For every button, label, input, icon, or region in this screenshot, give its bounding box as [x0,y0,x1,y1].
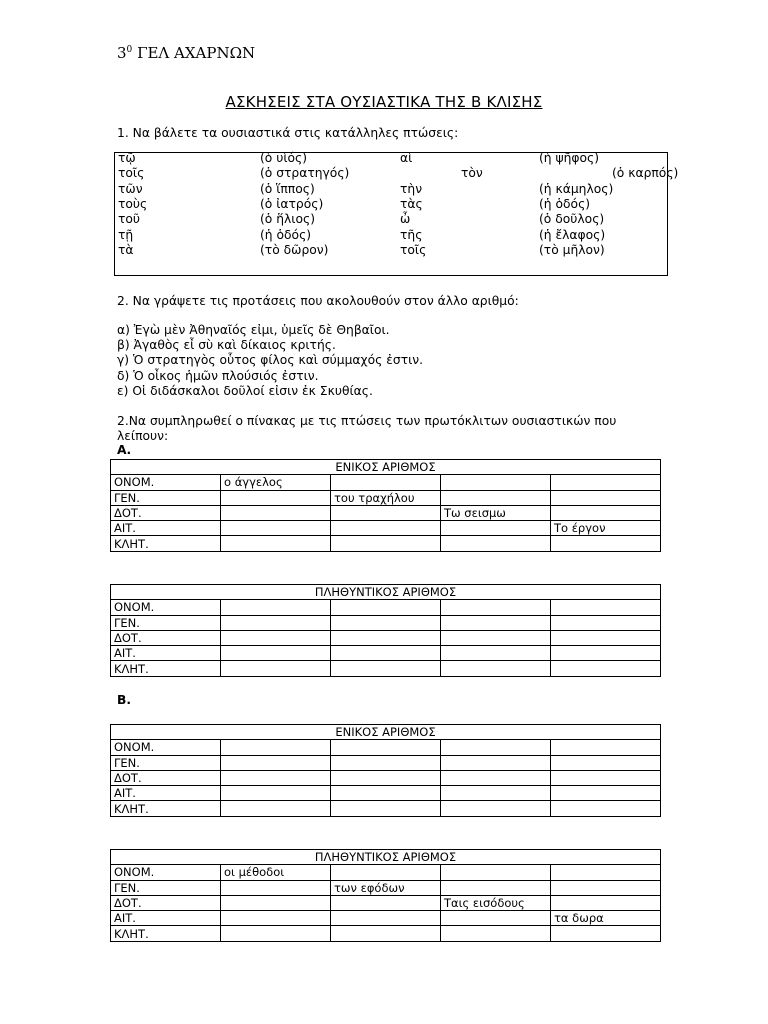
table-cell[interactable] [331,536,441,551]
exercise-1-cell: τοῖς [118,166,145,181]
exercise-1-cell: (ὁ καρπός) [612,166,679,181]
table-row [111,536,661,551]
table-row [111,630,661,645]
table-cell[interactable] [551,490,661,505]
table-cell[interactable] [551,661,661,676]
table-cell[interactable] [441,911,551,926]
table-cell[interactable] [441,865,551,880]
table-cell[interactable] [331,755,441,770]
table-cell[interactable] [331,661,441,676]
exercise-1-cell: (ὁ υἱός) [260,151,308,165]
table-row [111,600,661,615]
exercise-1-cell: τὴν [400,181,423,196]
table-cell[interactable] [221,521,331,536]
table-row [111,895,661,910]
table-cell[interactable] [441,490,551,505]
table-cell[interactable] [551,865,661,880]
table-cell[interactable]: των εφόδων [331,880,441,895]
table-header: ΠΛΗΘΥΝΤΙΚΟΣ ΑΡΙΘΜΟΣ [111,850,661,865]
table-cell[interactable] [441,615,551,630]
table-cell[interactable] [441,600,551,615]
table-cell[interactable] [221,895,331,910]
table-cell[interactable] [221,505,331,520]
table-cell[interactable] [331,786,441,801]
exercise-3-instruction-line2: λείπουν: [117,429,169,443]
table-cell[interactable] [441,880,551,895]
exercise-1-cell: τοὺς [118,196,148,211]
table-cell[interactable] [221,801,331,816]
table-cell[interactable] [441,536,551,551]
table-cell[interactable] [221,880,331,895]
table-row [111,755,661,770]
section-b-label: Β. [117,693,132,707]
exercise-1-cell: τῇ [118,227,134,242]
case-label: ΔΟΤ. [111,770,221,785]
case-label: ΟΝΟΜ. [111,740,221,755]
table-row [111,475,661,490]
table-cell[interactable] [221,770,331,785]
table-cell[interactable] [221,740,331,755]
table-cell[interactable] [441,646,551,661]
table-header: ΠΛΗΘΥΝΤΙΚΟΣ ΑΡΙΘΜΟΣ [111,585,661,600]
table-cell[interactable] [221,600,331,615]
table-cell[interactable] [331,911,441,926]
case-label: ΑΙΤ. [111,786,221,801]
table-cell[interactable] [551,880,661,895]
table-row [111,646,661,661]
exercise-1-cell: (ἡ ἔλαφος) [539,227,606,242]
table-cell[interactable] [221,926,331,941]
table-cell[interactable] [331,926,441,941]
exercise-1-cell: (τὸ δῶρον) [260,242,329,257]
exercise-1-box [114,151,679,276]
sentence-item: β) Ἀγαθὸς εἶ σὺ καὶ δίκαιος κριτής. [117,338,336,353]
table-cell[interactable] [221,490,331,505]
table-cell[interactable] [551,646,661,661]
table-cell[interactable] [441,926,551,941]
table-cell[interactable] [551,770,661,785]
case-label: ΔΟΤ. [111,630,221,645]
table-row [111,661,661,676]
exercise-1-cell: τὸν [461,166,483,181]
case-label: ΓΕΝ. [111,615,221,630]
case-label: ΔΟΤ. [111,895,221,910]
table-cell[interactable] [551,740,661,755]
exercise-1-cell: (ὁ στρατηγός) [260,166,350,181]
table-row [111,740,661,755]
table-cell[interactable] [221,786,331,801]
case-table [110,459,661,552]
table-cell[interactable] [441,786,551,801]
table-row [111,521,661,536]
exercise-1-cell: (ὁ ἰατρός) [260,196,324,211]
exercise-1-cell: (ἡ ὁδός) [539,196,591,211]
table-cell[interactable] [551,600,661,615]
exercise-1-cell: (ἡ ὁδός) [260,227,312,242]
table-cell[interactable] [331,740,441,755]
page-title: ΑΣΚΗΣΕΙΣ ΣΤΑ ΟΥΣΙΑΣΤΙΚΑ ΤΗΣ Β ΚΛΙΣΗΣ [225,93,543,111]
case-label: ΚΛΗΤ. [111,801,221,816]
sentence-item: δ) Ὁ οἶκος ἡμῶν πλούσιός ἐστιν. [117,368,319,383]
sentence-item: ε) Οἱ διδάσκαλοι δοῦλοί εἰσιν ἐκ Σκυθίας. [117,383,373,398]
table-cell[interactable] [441,521,551,536]
table-cell[interactable] [551,615,661,630]
table-row [111,786,661,801]
table-cell[interactable] [331,770,441,785]
school-name: $3^0$ ΓΕΛ ΑΧΑΡΝΩΝ [117,44,256,62]
case-label: ΑΙΤ. [111,646,221,661]
sentence-item: α) Ἐγὼ μὲν Ἀθηναῖός εἰμι, ὑμεῖς δὲ Θηβαῖοι. [117,323,390,337]
table-cell[interactable] [551,505,661,520]
sentence-item: γ) Ὁ στρατηγὸς οὗτος φίλος καὶ σύμμαχός ἐστιν. [117,353,424,368]
table-cell[interactable] [221,615,331,630]
table-header: ΕΝΙΚΟΣ ΑΡΙΘΜΟΣ [111,725,661,740]
table-cell[interactable] [551,536,661,551]
exercise-1-cell: (ὁ δοῦλος) [539,212,605,227]
table-cell[interactable]: τα δωρα [551,911,661,926]
table-cell[interactable] [551,786,661,801]
exercise-2-instruction: 2. Να γράψετε τις προτάσεις που ακολουθούν στον άλλο αριθμό: [117,294,519,308]
case-label: ΓΕΝ. [111,880,221,895]
exercise-1-cell: τῷ [118,151,136,165]
exercise-1-cell: τοῦ [118,212,141,227]
exercise-3-instruction-line1: 2.Να συμπληρωθεί ο πίνακας με τις πτώσεις των πρωτόκλιτων ουσιαστικών που [117,414,617,428]
exercise-1-cell: τὰς [400,196,423,211]
table-row [111,911,661,926]
table-cell[interactable] [441,801,551,816]
case-label: ΑΙΤ. [111,521,221,536]
table-cell[interactable] [331,600,441,615]
table-row [111,801,661,816]
table-cell[interactable] [551,475,661,490]
table-cell[interactable] [221,661,331,676]
case-label: ΟΝΟΜ. [111,475,221,490]
table-row [111,880,661,895]
case-label: ΟΝΟΜ. [111,600,221,615]
case-table [110,584,661,677]
exercise-1-cell: τοῖς [400,242,427,257]
exercise-1-cell: (ἡ ψῆφος) [539,151,600,165]
exercise-1-cell: τῶν [118,181,143,196]
case-label: ΚΛΗΤ. [111,661,221,676]
table-row [111,770,661,785]
exercise-1-cell: αἱ [400,151,413,165]
table-cell[interactable] [331,895,441,910]
table-cell[interactable] [551,630,661,645]
exercise-1-cell: ὦ [400,212,411,227]
table-cell[interactable] [221,536,331,551]
case-label: ΓΕΝ. [111,490,221,505]
table-cell[interactable]: ο άγγελος [221,475,331,490]
table-cell[interactable]: Ταις εισόδους [441,895,551,910]
table-cell[interactable] [441,661,551,676]
table-cell[interactable] [331,801,441,816]
table-cell[interactable]: οι μέθοδοι [221,865,331,880]
table-cell[interactable] [331,475,441,490]
exercise-1-cell: τῆς [400,227,423,242]
table-row [111,865,661,880]
exercise-1-cell: τὰ [118,242,134,257]
table-cell[interactable] [331,865,441,880]
table-cell[interactable] [221,911,331,926]
table-cell[interactable] [331,521,441,536]
table-cell[interactable] [221,755,331,770]
exercise-1-cell: (ὁ ἵππος) [260,181,315,196]
case-label: ΔΟΤ. [111,505,221,520]
table-cell[interactable] [441,755,551,770]
table-cell[interactable] [441,740,551,755]
table-cell[interactable] [551,926,661,941]
table-row [111,615,661,630]
table-cell[interactable]: του τραχήλου [331,490,441,505]
exercise-1-cell: (ἡ κάμηλος) [539,181,614,196]
table-cell[interactable] [551,755,661,770]
table-cell[interactable] [551,895,661,910]
table-header: ΕΝΙΚΟΣ ΑΡΙΘΜΟΣ [111,460,661,475]
case-label: ΑΙΤ. [111,911,221,926]
case-label: ΓΕΝ. [111,755,221,770]
table-cell[interactable] [221,630,331,645]
table-cell[interactable]: Τω σεισμω [441,505,551,520]
table-row [111,505,661,520]
table-cell[interactable] [441,770,551,785]
table-row [111,926,661,941]
table-cell[interactable]: Το έργον [551,521,661,536]
case-table [110,849,661,942]
case-label: ΚΛΗΤ. [111,926,221,941]
case-label: ΚΛΗΤ. [111,536,221,551]
table-cell[interactable] [331,646,441,661]
exercise-1-cell: (τὸ μῆλον) [539,242,605,257]
exercise-1-instruction: 1. Να βάλετε τα ουσιαστικά στις κατάλληλες πτώσεις: [117,126,459,140]
table-cell[interactable] [441,630,551,645]
table-cell[interactable] [551,801,661,816]
exercise-1-cell: (ὁ ἥλιος) [260,212,315,227]
case-table [110,724,661,817]
table-cell[interactable] [331,615,441,630]
table-cell[interactable] [221,646,331,661]
section-a-label: Α. [117,443,132,457]
table-cell[interactable] [331,505,441,520]
table-row [111,490,661,505]
table-cell[interactable] [331,630,441,645]
case-label: ΟΝΟΜ. [111,865,221,880]
table-cell[interactable] [441,475,551,490]
